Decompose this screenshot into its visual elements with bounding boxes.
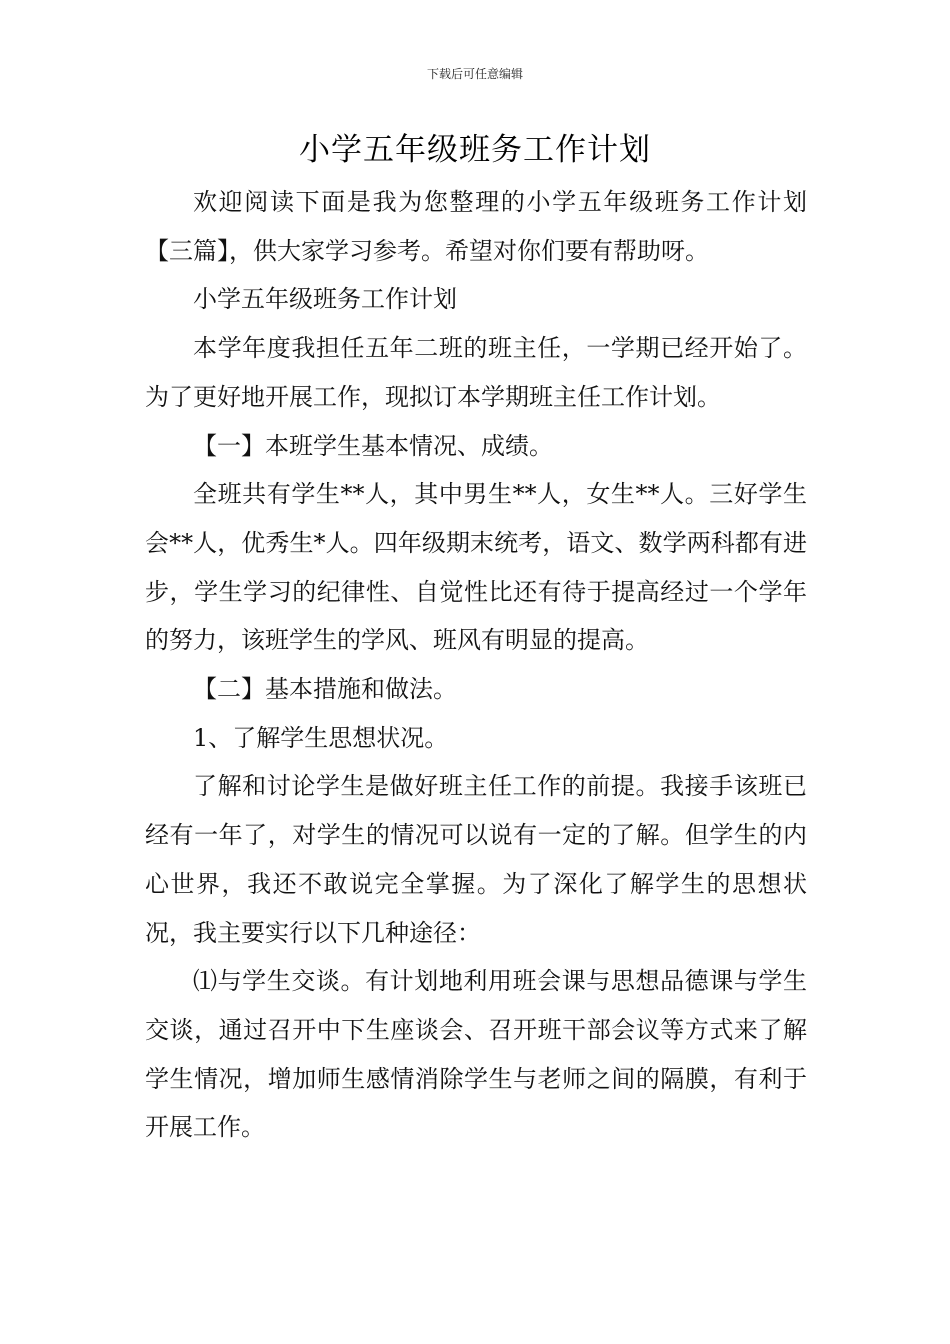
body-paragraph: ⑴与学生交谈。有计划地利用班会课与思想品德课与学生交谈，通过召开中下生座谈会、召开班干部会议等方式来了解学生情况，增加师生感情消除学生与老师之间的隔膜，有利于开展工作。	[145, 967, 807, 1142]
subtitle-paragraph: 小学五年级班务工作计划	[193, 285, 457, 314]
body-paragraph: 本学年度我担任五年二班的班主任，一学期已经开始了。为了更好地开展工作，现拟订本学期班主任工作计划。	[145, 334, 807, 411]
body-paragraph: 全班共有学生**人，其中男生**人，女生**人。三好学生会**人，优秀生*人。四年级期末统考，语文、数学两科都有进步，学生学习的纪律性、自觉性比还有待于提高经过一个学年的努力，该班学生的学风、班风有明显的提高。	[145, 480, 807, 655]
section-heading-1: 【一】本班学生基本情况、成绩。	[193, 431, 553, 460]
section-heading-2: 【二】基本措施和做法。	[193, 675, 457, 704]
header-note: 下载后可任意编辑	[426, 67, 523, 81]
document-body	[145, 178, 807, 1152]
subsection-heading: 1、了解学生思想状况。	[193, 723, 449, 752]
body-paragraph: 了解和讨论学生是做好班主任工作的前提。我接手该班已经有一年了，对学生的情况可以说有一定的了解。但学生的内心世界，我还不敢说完全掌握。为了深化了解学生的思想状况，我主要实行以下几种途径：	[145, 772, 807, 947]
document-title: 小学五年级班务工作计划	[299, 132, 651, 168]
intro-paragraph: 欢迎阅读下面是我为您整理的小学五年级班务工作计划【三篇】，供大家学习参考。希望对你们要有帮助呀。	[145, 188, 807, 265]
